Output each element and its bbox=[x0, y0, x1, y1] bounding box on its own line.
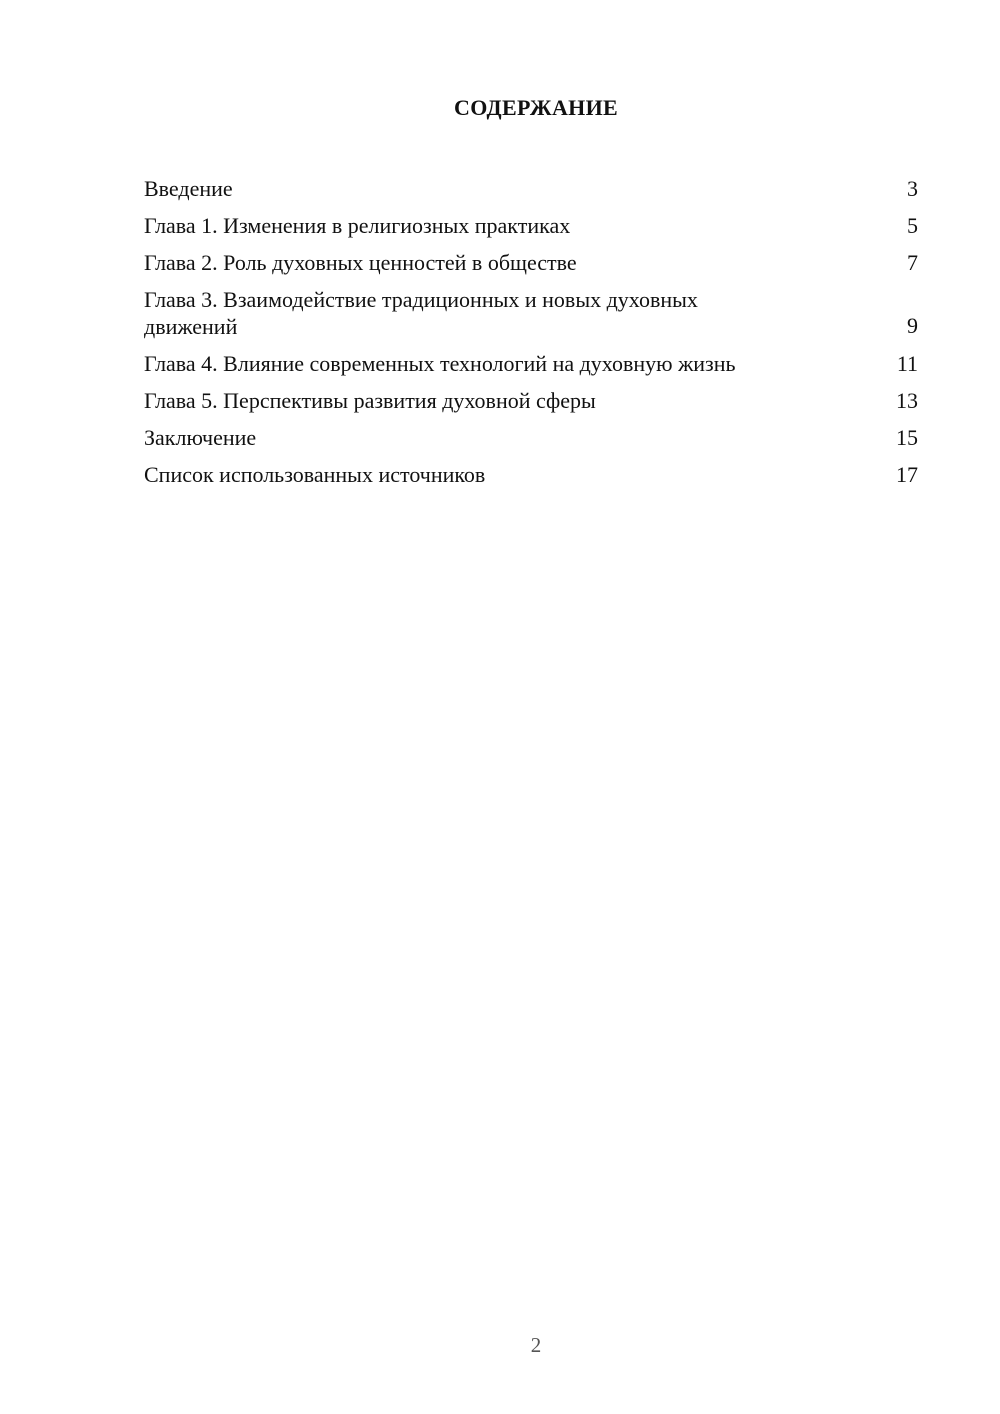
toc-entry-chapter-4[interactable] bbox=[144, 345, 918, 382]
toc-entry-page: 11 bbox=[896, 351, 918, 376]
toc-entry-page: 13 bbox=[896, 388, 918, 413]
toc-entry-page: 5 bbox=[907, 213, 918, 238]
toc-entry-chapter-3[interactable] bbox=[144, 281, 918, 345]
toc-entry-title: Список использованных источников bbox=[144, 462, 486, 487]
toc-entry-references[interactable] bbox=[144, 456, 918, 493]
toc-entry-chapter-2[interactable] bbox=[144, 244, 918, 281]
toc-entry-chapter-5[interactable] bbox=[144, 382, 918, 419]
toc-entry-title: Заключение bbox=[144, 425, 257, 450]
page-number: 2 bbox=[530, 1333, 542, 1357]
toc-entry-chapter-1[interactable] bbox=[144, 207, 918, 244]
toc-entry-page: 15 bbox=[896, 425, 918, 450]
page-title: СОДЕРЖАНИЕ bbox=[454, 95, 618, 120]
toc-entry-page: 3 bbox=[907, 176, 918, 201]
toc-entry-title: Глава 5. Перспективы развития духовной сферы bbox=[144, 388, 596, 413]
toc-entry-title: Глава 1. Изменения в религиозных практиках bbox=[144, 213, 571, 238]
toc-entry-introduction[interactable] bbox=[144, 170, 918, 207]
toc-entry-page: 17 bbox=[896, 462, 918, 487]
table-of-contents bbox=[144, 170, 918, 493]
toc-entry-conclusion[interactable] bbox=[144, 419, 918, 456]
toc-entry-title: Глава 2. Роль духовных ценностей в обществе bbox=[144, 250, 577, 275]
toc-entry-title: Глава 3. Взаимодействие традиционных и новых духовных движений bbox=[144, 287, 698, 339]
toc-entry-title: Введение bbox=[144, 176, 233, 201]
toc-entry-page: 7 bbox=[907, 250, 918, 275]
toc-entry-page: 9 bbox=[907, 313, 918, 338]
toc-entry-title: Глава 4. Влияние современных технологий на духовную жизнь bbox=[144, 351, 736, 376]
